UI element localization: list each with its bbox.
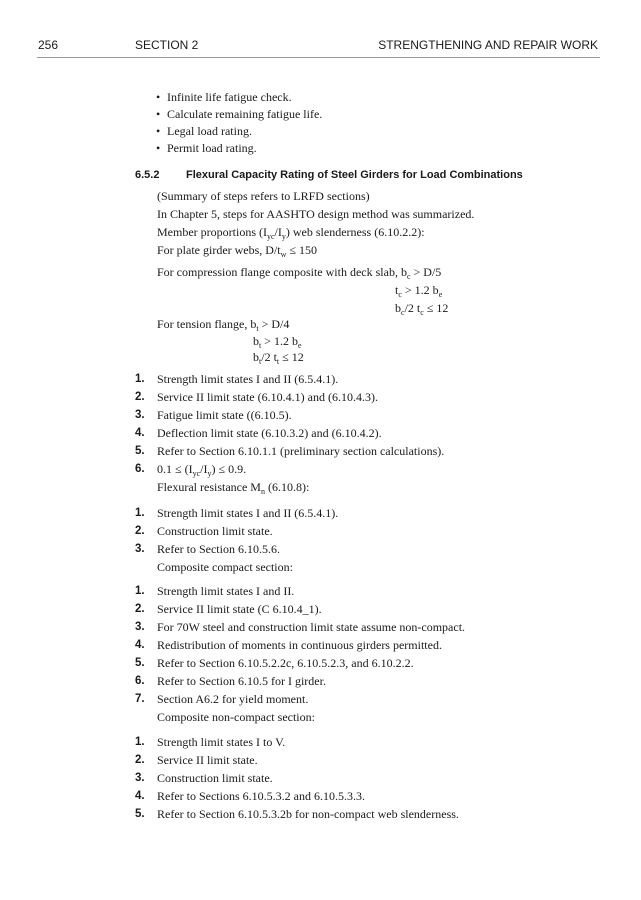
chapter-title: STRENGTHENING AND REPAIR WORK (378, 38, 598, 52)
header-rule (37, 57, 600, 58)
running-header (0, 38, 641, 56)
section-label: SECTION 2 (135, 38, 199, 52)
section-heading-title: Flexural Capacity Rating of Steel Girders for Load Combinations (186, 169, 523, 181)
section-heading-number: 6.5.2 (135, 169, 160, 181)
page-number: 256 (38, 38, 59, 52)
